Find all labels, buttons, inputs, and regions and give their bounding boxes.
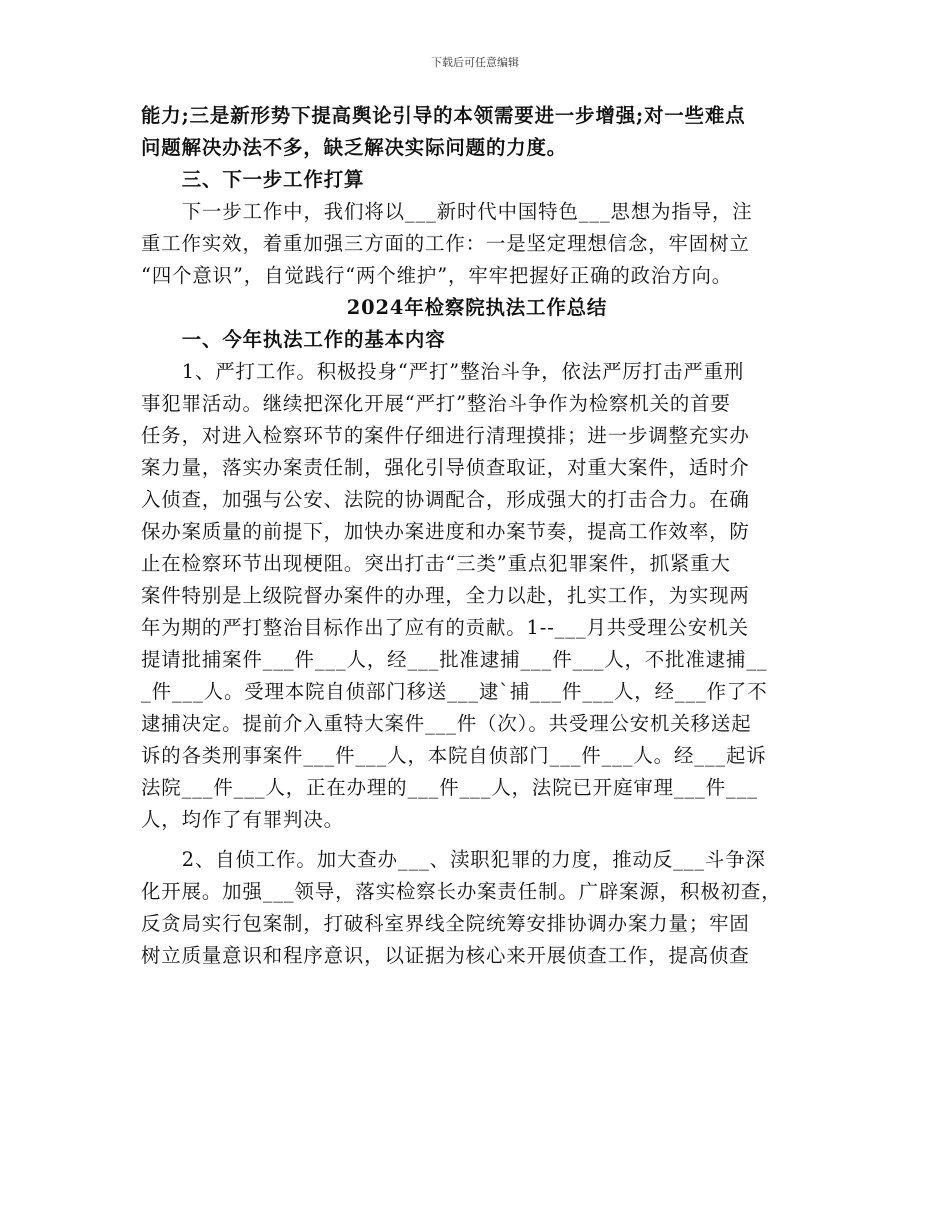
text-line: 提请批捕案件___件___人，经___批准逮捕___件___人，不批准逮捕__ xyxy=(141,648,768,671)
text-line: 1、严打工作。积极投身“严打”整治斗争，依法严厉打击严重刑 xyxy=(181,360,745,383)
text-line: 一、今年执法工作的基本内容 xyxy=(181,328,446,351)
text-line: 年为期的严打整治目标作出了应有的贡献。1--___月共受理公安机关 xyxy=(141,616,749,639)
text-line: _件___人。受理本院自侦部门移送___逮`捕___件___人，经___作了不 xyxy=(141,680,768,703)
text-line: 止在检察环节出现梗阻。突出打击“三类”重点犯罪案件，抓紧重大 xyxy=(141,552,731,575)
text-line: 树立质量意识和程序意识，以证据为核心来开展侦查工作，提高侦查 xyxy=(141,944,750,967)
text-line: 法院___件___人，正在办理的___件___人，法院已开庭审理___件___ xyxy=(141,776,758,799)
text-line: 诉的各类刑事案件___件___人，本院自侦部门___件___人。经___起诉 xyxy=(141,744,767,767)
text-line: 保办案质量的前提下，加快办案进度和办案节奏，提高工作效率，防 xyxy=(141,520,750,543)
text-line: 重工作实效，着重加强三方面的工作：一是坚定理想信念，牢固树立 xyxy=(141,232,750,255)
text-line: 案件特别是上级院督办案件的办理，全力以赴，扎实工作，为实现两 xyxy=(141,584,750,607)
text-line: 化开展。加强___领导，落实检察长办案责任制。广辟案源，积极初查， xyxy=(141,880,782,903)
text-line: 问题解决办法不多，缺乏解决实际问题的力度。 xyxy=(141,136,568,159)
document-title: 2024年检察院执法工作总结 xyxy=(346,296,608,319)
text-line: 三、下一步工作打算 xyxy=(181,168,365,191)
text-line: 逮捕决定。提前介入重特大案件___件（次）。共受理公安机关移送起 xyxy=(141,712,752,735)
text-line: 2、自侦工作。加大查办___、渎职犯罪的力度，推动反___斗争深 xyxy=(181,848,766,871)
text-line: 任务，对进入检察环节的案件仔细进行清理摸排；进一步调整充实办 xyxy=(141,424,750,447)
text-line: 反贪局实行包案制，打破科室界线全院统筹安排协调办案力量；牢固 xyxy=(141,912,750,935)
text-line: 入侦查，加强与公安、法院的协调配合，形成强大的打击合力。在确 xyxy=(141,488,750,511)
text-line: 人，均作了有罪判决。 xyxy=(141,808,344,831)
text-line: 能力;三是新形势下提高舆论引导的本领需要进一步增强;对一些难点 xyxy=(141,104,746,127)
document-body xyxy=(141,100,813,972)
page-header: 下载后可任意编辑 xyxy=(431,56,519,69)
paragraph-gap xyxy=(141,836,813,844)
text-line: 案力量，落实办案责任制，强化引导侦查取证，对重大案件，适时介 xyxy=(141,456,750,479)
text-line: 事犯罪活动。继续把深化开展“严打”整治斗争作为检察机关的首要 xyxy=(141,392,731,415)
text-line: 下一步工作中，我们将以___新时代中国特色___思想为指导，注 xyxy=(181,200,753,223)
text-line: “四个意识”，自觉践行“两个维护”，牢牢把握好正确的政治方向。 xyxy=(141,264,733,287)
